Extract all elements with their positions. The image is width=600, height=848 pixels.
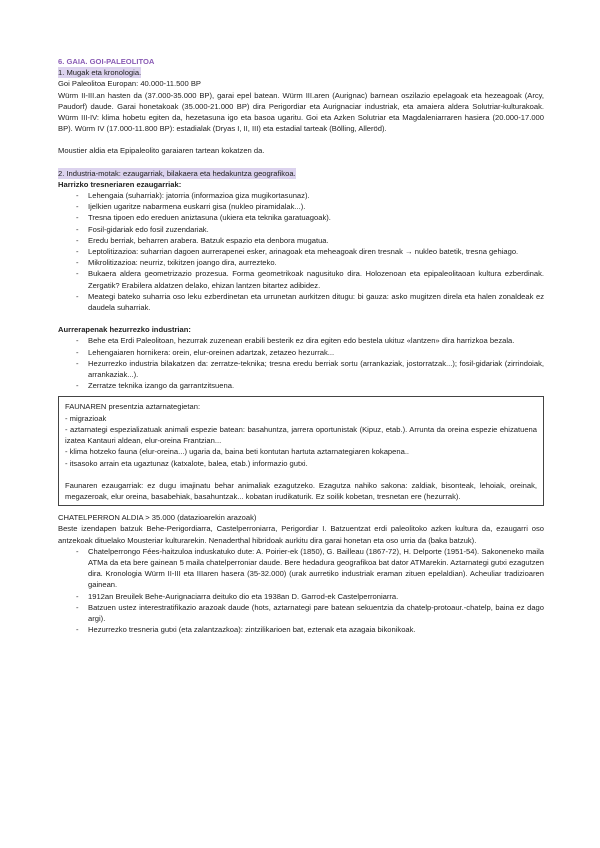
box-paragraph: Faunaren ezaugarriak: ez dugu imajinatu behar animaliak ezagutzeko. Ezagutza nahiko sakona: zaldiak, bisonteak, lehoiak, oreinak, megazeroak, elur oreina, basabehiak, basahuntzak... kobatan irudikaturik. Ez soilik kobetan, tresnetan ere (hezurrak).	[65, 480, 537, 501]
list-item: - Tresna tipoen edo ereduen aniztasuna (ukiera eta teknika garatuagoak).	[58, 212, 544, 223]
list-item: - Leptolitizazioa: suharrian dagoen aurrerapenei esker, arinagoak eta meheagoak diren tresnak → nukleo batetik, tresna gehiago.	[58, 246, 544, 257]
box-line: - migrazioak	[65, 413, 107, 423]
paragraph: Goi Paleolitoa Europan: 40.000-11.500 BP	[58, 79, 201, 89]
list-item: - Batzuen ustez interestratifikazio arazoak daude (hots, aztarnategi pare batean sekuentzia da chatelp-protoaur.-chatelp, baina ez dago argi).	[58, 602, 544, 624]
subheading: Aurrerapenak hezurrezko industrian:	[58, 325, 191, 335]
section-heading-2: 2. Industria-motak: ezaugarriak, bilakaera eta hedakuntza geografikoa.	[58, 168, 296, 178]
list-item: - Meategi bateko suharria oso leku ezberdinetan eta urrunetan aurkitzen ditugu: bi gauza: asko mugitzen direla eta halen zonaldeak ez daudela suharriak.	[58, 291, 544, 313]
paragraph: Moustier aldia eta Epipaleolito garaiaren tartean kokatzen da.	[58, 146, 265, 156]
box-line: - aztarnategi espezializatuak animali espezie batean: basahuntza, jarrera oportunistak (Kipuz, etab.). Arrunta da oreina espezie ehizatuena izatea Kantauri aldean, elur-oreina Frantzian...	[65, 424, 537, 446]
section-heading-1: 1. Mugak eta kronologia.	[58, 68, 142, 78]
list-item: - Bukaera aldera geometrizazio prozesua. Forma geometrikoak nagusituko dira. Holozenoan eta epipaleolitaoan kultura ezberdinak. Zergatik? Erabilera aldatzen delako, ehizan lantzen bitartez adibidez.	[58, 268, 544, 290]
list-item: - Lehengaia (suharriak): jatorria (informazioa giza mugikortasunaz).	[58, 190, 544, 201]
list-item: - Behe eta Erdi Paleolitoan, hezurrak zuzenean erabili besterik ez dira egiten edo bestela ukituz «lantzen» dira harrizkoa bezala.	[58, 335, 544, 346]
box-line: FAUNAREN presentzia aztarnategietan:	[65, 402, 201, 412]
list-item: - Mikrolitizazioa: neurriz, txikitzen joango dira, aurrezteko.	[58, 257, 544, 268]
list-item: - Eredu berriak, beharren arabera. Batzuk espazio eta denbora mugatua.	[58, 235, 544, 246]
page-title: 6. GAIA. GOI-PALEOLITOA	[58, 57, 155, 66]
list-item: - Hezurrezko tresneria gutxi (eta zalantzazkoa): zintzilikarioen bat, eztenak eta azagaia bikonikoak.	[58, 624, 544, 635]
document-page	[58, 56, 544, 635]
box-line: - klima hotzeko fauna (elur-oreina...) ugaria da, baina beti kontutan hartuta aztarnategiaren kokapena..	[65, 447, 410, 457]
list-chatelperron	[58, 546, 544, 636]
list-hezurrezko	[58, 335, 544, 391]
list-harrizko	[58, 190, 544, 313]
paragraph: Beste izendapen batzuk Behe-Perigordiarra, Castelperroniarra, Perigordiar I. Batzuentzat erdi paleolitoko azken kultura da, ezaugarri oso antzekoak dituelako Mousteriar kulturarekin. Nenaderthal hibridoak aurkitu dira garai honetan eta oso urria da (baka batzuk).	[58, 524, 544, 545]
section-heading-3: CHATELPERRON ALDIA > 35.000 (datazioarekin arazoak)	[58, 513, 257, 523]
list-item: - Zerratze teknika izango da garrantzitsuena.	[58, 380, 544, 391]
list-item: - Lehengaiaren hornikera: orein, elur-oreinen adartzak, zetazeo hezurrak...	[58, 347, 544, 358]
list-item: - Fosil-gidariak edo fosil zuzendariak.	[58, 224, 544, 235]
list-item: - 1912an Breuilek Behe-Aurignaciarra deituko dio eta 1938an D. Garrod-ek Castelperroniarra.	[58, 591, 544, 602]
list-item: - Chatelperrongo Fées-haitzuloa induskatuko dute: A. Poirier-ek (1850), G. Bailleau (1867-72), H. Delporte (1951-54). Sakoneneko maila ATMa da eta bere gainean 5 maila chatelperroniar daude. Bere hedadura geografikoa bat dator ATMarekin. Aztarnategi gutxi ezagutzen dira. Kronologia Würm II-III eta IIIaren hasera (35-32.000) (urak aurretiko industriak eraman zituen epelaldian). Acheuliar tradizioaren gainean.	[58, 546, 544, 591]
subheading: Harrizko tresneriaren ezaugarriak:	[58, 179, 182, 189]
box-line: - itsasoko arrain eta ugaztunaz (katxalote, balea, etab.) informazio gutxi.	[65, 458, 308, 468]
paragraph: Würm II-III.an hasten da (37.000-35.000 BP), garai epel batean. Würm III.aren (Aurignac) barnean oszilazio epelagoak eta hezeagoak (Arcy, Paudorf) daude. Garai honetakoak (35.000-21.000 BP) dira Perigordiar eta Aurignaciar industriak, eta amaiera aldera Solutriar-kulturakoak. Würm III-IV: klima hobetu egiten da, hezetasuna igo eta basoa ugaritu. Goi eta Azken Solutriar eta Magdaleniarraren hasiera (20.000-17.000 BP). Würm IV (17.000-11.800 BP): estadialak (Dryas I, II, III) eta estadial tarteak (Bölling, Alleröd).	[58, 90, 544, 134]
fauna-box	[58, 396, 544, 506]
list-item: - Hezurrezko industria bilakatzen da: zerratze-teknika; tresna eredu berriak sortu (arrankaziak, jostorratzak...); fosil-gidariak (zirrindoiak, arrankaziak...).	[58, 358, 544, 380]
list-item: - Ijelkien ugaritze nabarmena euskarri gisa (nukleo piramidalak...).	[58, 201, 544, 212]
